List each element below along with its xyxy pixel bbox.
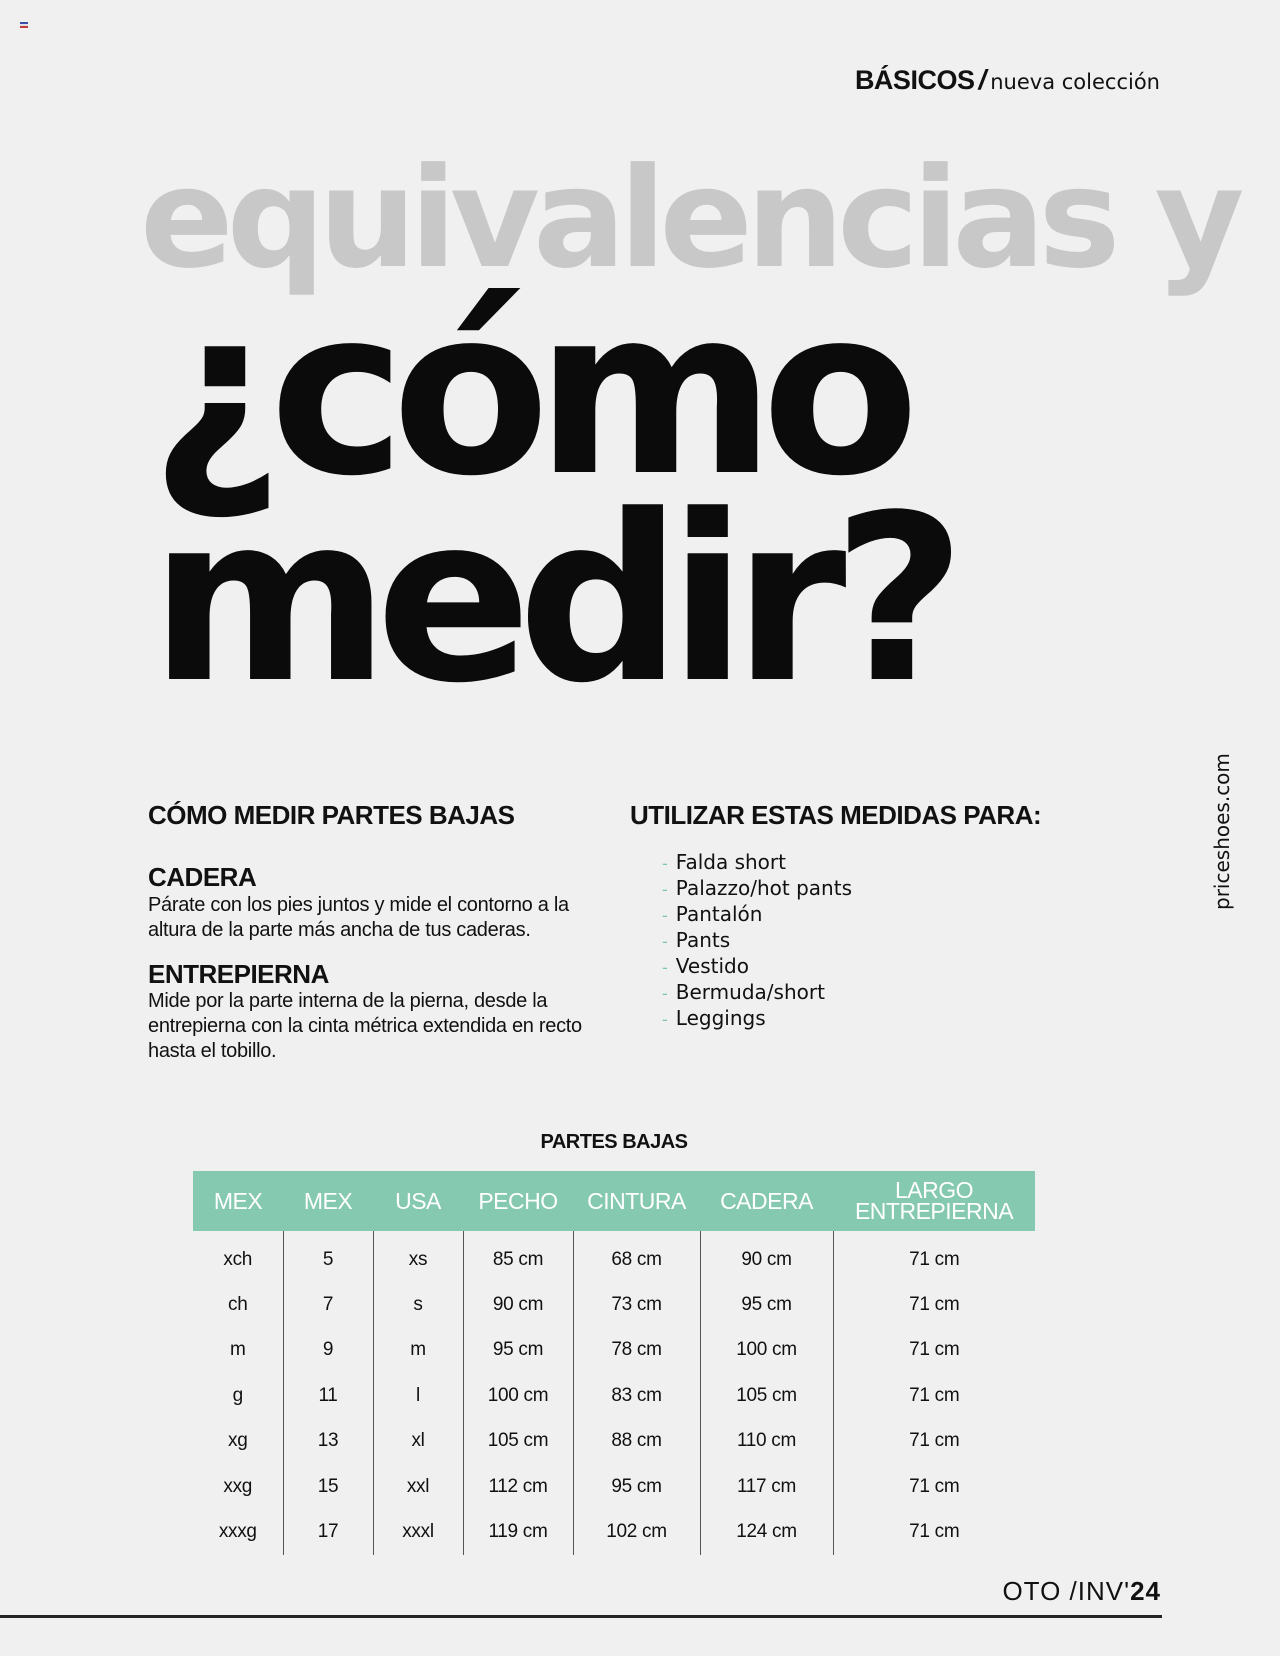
table-row: [193, 1282, 1035, 1327]
table-cell: xs: [373, 1231, 463, 1282]
table-cell: 95 cm: [700, 1282, 833, 1327]
table-cell: xxg: [223, 1475, 253, 1497]
table-cell: 7: [283, 1282, 373, 1327]
table-cell: m: [373, 1328, 463, 1373]
table-cell: 100 cm: [700, 1328, 833, 1373]
list-item: - Vestido: [662, 954, 749, 978]
dash-icon: -: [662, 880, 668, 899]
column-header: MEX: [193, 1171, 283, 1231]
hero-title-line-2: medir?: [150, 467, 952, 734]
table-row: [193, 1509, 1035, 1554]
dash-icon: -: [662, 932, 668, 951]
table-cell: 71 cm: [833, 1464, 1035, 1509]
table-cell: 71 cm: [833, 1282, 1035, 1327]
dash-icon: -: [662, 906, 668, 925]
table-cell: 110 cm: [700, 1419, 833, 1464]
column-header: USA: [373, 1171, 463, 1231]
table-cell: g: [232, 1384, 243, 1406]
table-cell: xxxl: [373, 1509, 463, 1554]
hip-description: Párate con los pies juntos y mide el contorno a la altura de la parte más ancha de tus caderas.: [148, 894, 569, 941]
dash-icon: -: [662, 958, 668, 977]
table-cell: 13: [283, 1419, 373, 1464]
table-cell: ch: [228, 1294, 248, 1316]
dash-icon: -: [662, 854, 668, 873]
table-cell: 71 cm: [833, 1419, 1035, 1464]
brand-header: [855, 64, 1160, 96]
table-cell: 124 cm: [700, 1509, 833, 1554]
dash-icon: -: [662, 1010, 668, 1029]
inseam-description: Mide por la parte interna de la pierna, desde la entrepierna con la cinta métrica extendida en recto hasta el tobillo.: [148, 990, 582, 1062]
table-cell: 119 cm: [463, 1509, 573, 1554]
hero-subtitle: equivalencias y: [140, 138, 1238, 299]
column-header: MEX: [283, 1171, 373, 1231]
table-cell: 95 cm: [463, 1328, 573, 1373]
size-table: [193, 1171, 1035, 1555]
table-cell: l: [373, 1373, 463, 1418]
brand-separator: /: [978, 64, 987, 95]
table-cell: xxxg: [218, 1521, 257, 1543]
table-cell: 11: [283, 1373, 373, 1418]
table-cell: xl: [373, 1419, 463, 1464]
column-header: PECHO: [463, 1171, 573, 1231]
table-cell: 90 cm: [700, 1231, 833, 1282]
dash-icon: -: [662, 984, 668, 1003]
uses-heading: UTILIZAR ESTAS MEDIDAS PARA:: [630, 800, 1042, 830]
season-year: 24: [1130, 1576, 1161, 1606]
list-item: - Pants: [662, 928, 731, 952]
table-row: [193, 1328, 1035, 1373]
table-cell: 5: [283, 1231, 373, 1282]
list-item: - Palazzo/hot pants: [662, 876, 852, 900]
table-cell: xch: [223, 1248, 253, 1270]
table-cell: 71 cm: [833, 1231, 1035, 1282]
table-cell: 73 cm: [573, 1282, 700, 1327]
table-row: [193, 1373, 1035, 1418]
list-item: - Pantalón: [662, 902, 763, 926]
table-cell: 100 cm: [463, 1373, 573, 1418]
table-cell: 95 cm: [573, 1464, 700, 1509]
footer-divider: [0, 1615, 1162, 1618]
table-cell: 102 cm: [573, 1509, 700, 1554]
table-cell: 90 cm: [463, 1282, 573, 1327]
table-cell: xg: [228, 1430, 248, 1452]
website-url: priceshoes.com: [1210, 753, 1234, 910]
hero-title: [150, 260, 952, 734]
hip-title: CADERA: [148, 862, 257, 892]
table-cell: 88 cm: [573, 1419, 700, 1464]
hero-title-line-1: ¿cómo: [150, 260, 906, 527]
how-to-heading: CÓMO MEDIR PARTES BAJAS: [148, 800, 515, 830]
list-item: - Bermuda/short: [662, 980, 825, 1004]
table-row: [193, 1464, 1035, 1509]
flag-icon: [20, 22, 28, 28]
brand-subtitle: nueva colección: [990, 70, 1160, 94]
table-cell: 9: [283, 1328, 373, 1373]
table-cell: 85 cm: [463, 1231, 573, 1282]
table-cell: 105 cm: [700, 1373, 833, 1418]
column-header: CADERA: [700, 1171, 833, 1231]
table-cell: 71 cm: [833, 1509, 1035, 1554]
table-cell: 83 cm: [573, 1373, 700, 1418]
brand-name: BÁSICOS: [854, 65, 975, 95]
table-cell: 68 cm: [573, 1231, 700, 1282]
table-cell: 78 cm: [573, 1328, 700, 1373]
column-header: CINTURA: [573, 1171, 700, 1231]
table-header-row: [193, 1171, 1035, 1231]
footer-season: [1002, 1576, 1161, 1607]
table-cell: 112 cm: [463, 1464, 573, 1509]
table-cell: 71 cm: [833, 1328, 1035, 1373]
table-row: [193, 1231, 1035, 1282]
table-cell: 17: [283, 1509, 373, 1554]
column-header: LARGO ENTREPIERNA: [833, 1171, 1035, 1231]
inseam-title: ENTREPIERNA: [148, 959, 329, 989]
table-cell: 117 cm: [700, 1464, 833, 1509]
list-item: - Leggings: [662, 1006, 766, 1030]
table-row: [193, 1419, 1035, 1464]
table-title: PARTES BAJAS: [540, 1131, 688, 1153]
uses-list: [662, 850, 852, 1032]
table-cell: 15: [283, 1464, 373, 1509]
table-cell: m: [229, 1339, 246, 1361]
season-label: OTO /INV': [1002, 1576, 1131, 1606]
table-cell: 71 cm: [833, 1373, 1035, 1418]
table-cell: 105 cm: [463, 1419, 573, 1464]
table-cell: s: [373, 1282, 463, 1327]
table-cell: xxl: [373, 1464, 463, 1509]
list-item: - Falda short: [662, 850, 786, 874]
